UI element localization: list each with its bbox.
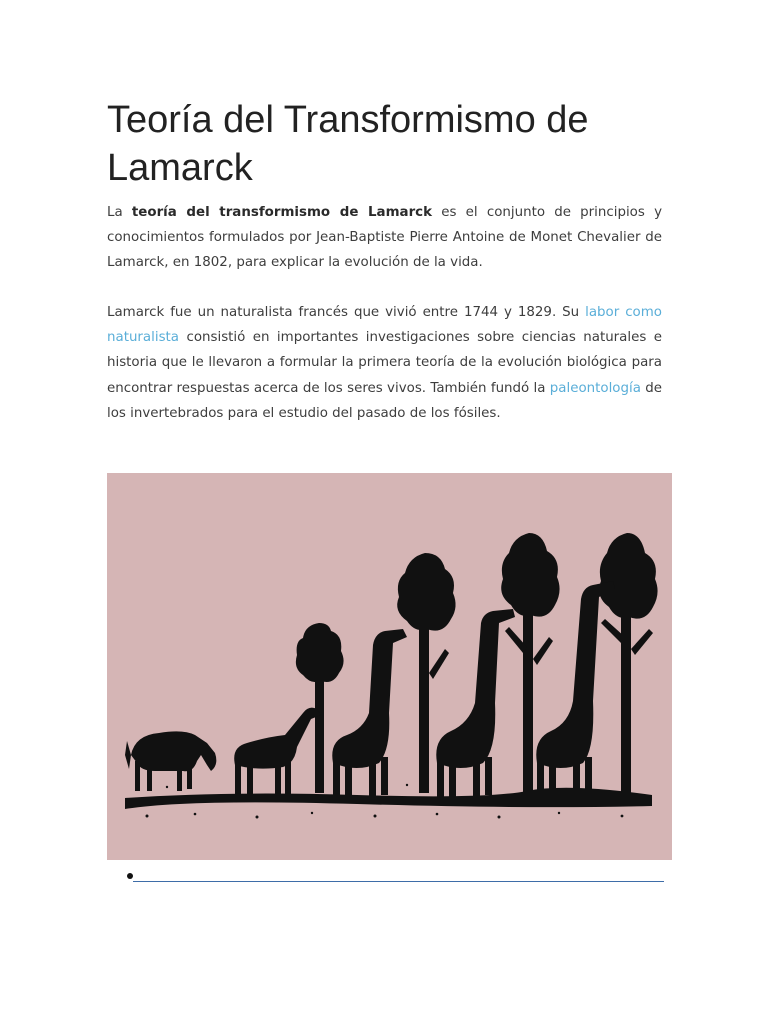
naturalist-work-link[interactable]: labor como naturalista [107,305,662,346]
ground [125,788,652,809]
animal-medium-giraffe [332,629,407,797]
separator-line [133,881,664,882]
bio-text-1: Lamarck fue un naturalista francés que vivió entre 1744 y 1829. Su [107,305,586,320]
bio-text-3: de los invertebrados para el estudio del pasado de los fósiles. [107,380,662,421]
intro-bold-term: teoría del transformismo de Lamarck [131,205,433,220]
bio-text-2: consistió en importantes investigaciones sobre ciencias naturales e historia que le llevaron a formular la primera teoría de la evolución biológica para encontrar respuestas acerca de los seres vivos. También fundó la [107,330,662,396]
intro-paragraph [107,200,662,276]
list-bullet [127,873,133,879]
animal-young-giraffe [234,708,321,797]
animal-grazing [125,731,216,791]
intro-lead: La [107,205,132,220]
animal-tall-giraffe [436,609,515,797]
giraffe-evolution-illustration [107,473,672,860]
bio-paragraph [107,300,662,426]
giraffe-silhouettes [107,473,672,860]
intro-rest: es el conjunto de principios y conocimientos formulados por Jean-Baptiste Pierre Antoine de Monet Chevalier de Lamarck, en 1802, para explicar la evolución de la vida. [107,205,662,271]
tree-4 [599,533,657,795]
page-title: Teoría del Transformismo de Lamarck [107,99,589,189]
paleontology-link[interactable]: paleontología [549,380,641,396]
